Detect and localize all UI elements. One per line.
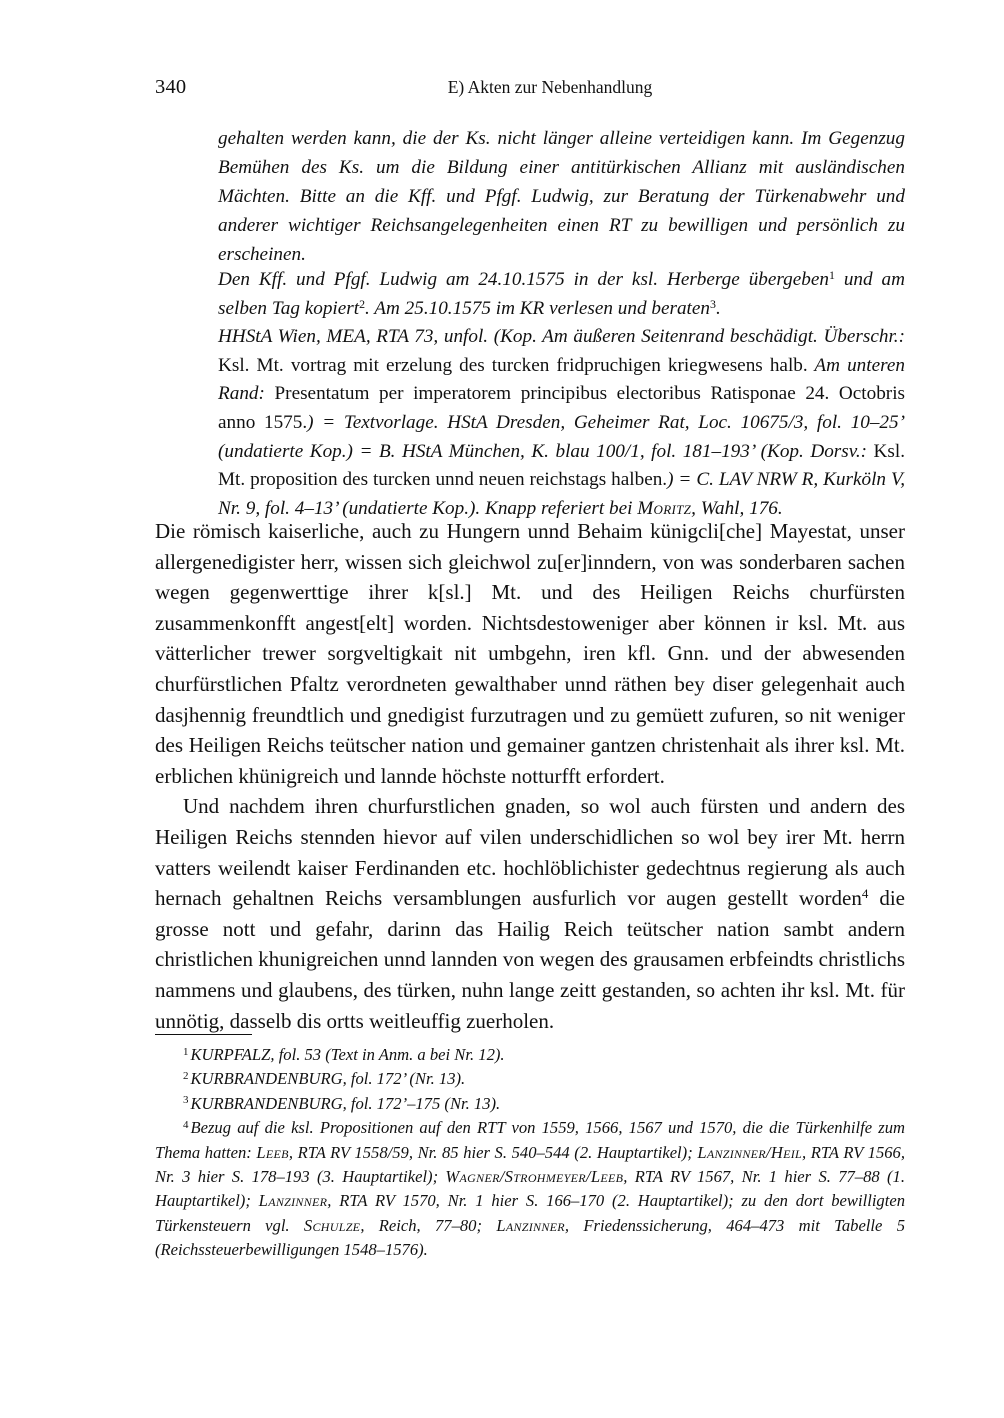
running-head-title: E) Akten zur Nebenhandlung <box>447 77 653 97</box>
footnote-4-author-6: Lanzinner <box>496 1215 565 1235</box>
regest-paragraph <box>218 124 905 269</box>
footnote-1 <box>155 1043 905 1067</box>
prov-heading-a: Ksl. Mt. vortrag mit erzelung des turcken fridpruchigen kriegwesens halb. <box>218 354 808 376</box>
footnote-4-number[interactable]: 4 <box>183 1118 189 1131</box>
paragraph-1 <box>155 516 905 791</box>
main-text <box>155 516 905 1036</box>
footnote-3-number[interactable]: 3 <box>183 1094 189 1107</box>
provenance-archives-line <box>218 323 905 523</box>
prov-line1-c: . Am 25.10.1575 im KR verlesen und beraten <box>365 297 710 319</box>
paragraph-2 <box>155 791 905 1036</box>
footnote-4-author-1: Leeb <box>256 1142 289 1162</box>
page-number: 340 <box>155 76 187 98</box>
footnote-4-text-4: , RTA RV 1567, Nr. 1 hier S. 77–88 (1. Hauptartikel); <box>155 1167 905 1211</box>
footnote-4-author-4: Lanzinner <box>258 1191 328 1211</box>
regest-text: gehalten werden kann, die der Ks. nicht länger alleine verteidigen kann. Im Gegenzug Bemühen des Ks. um die Bildung einer antitürkischen Allianz mit ausländischen Mächten. Bitte an die Kff. und Pfgf. Ludwig, zur Beratung der Türkenabwehr und anderer wichtiger Reichsangelegenheiten einen RT zu bewilligen und persönlich zu erscheinen. <box>218 128 905 266</box>
footnote-1-number[interactable]: 1 <box>183 1045 189 1058</box>
paragraph-2-text-b: die grosse nott und gefahr, darinn das Hailig Reich teütscher nation sambt andern christlichen khunigreichen unnd lannden von wegen des grausamen erbfeindts christlichs nammens und glaubens, des türken, nuhn lange zeitt gestanden, so achten ihr ksl. Mt. für unnötig, dasselb dis ortts weitleuffig zuerholen. <box>155 886 905 1033</box>
prov-line1-b: und am selben Tag kopiert <box>218 269 905 319</box>
footnote-4 <box>155 1116 905 1262</box>
prov-archive-d: ) = C. LAV NRW R, Kurköln V, Nr. 9, fol. 4–13’ (undatierte Kop.). Knapp referiert bei <box>218 469 905 519</box>
paragraph-1-text: Die römisch kaiserliche, auch zu Hungern unnd Behaim künigcli[che] Mayestat, unser allergenedigister herr, wissen sich gleichwol zu[er]inndern, von was sonderbaren sachen wegen gegenwerttige ihrer k[sl.] Mt. und des Heiligen Reichs churfürsten zusammenkonfft angest[elt] worden. Nichtsdestoweniger aber können ir ksl. Mt. aus vätterlicher trewer sorgveltigkait nit umbgehn, iren kfl. Gnn. und der abwesenden churfürstlichen Pfaltz verordneten gewalthaber unnd räthen bey diser gelegenhait auch dasjhennig freundtlich und gnedigist furzutragen und zu gemüett zufuren, so nit weniger des Heiligen Reichs teütscher nation und gemainer gantzen christenhait als ihrer ksl. Mt. erblichen khünigreich und lannde höchste notturfft erfordert. <box>155 519 905 788</box>
footnote-3-text: , fol. 172’–175 (Nr. 13). <box>342 1093 501 1113</box>
footnote-4-text-5: , RTA RV 1570, Nr. 1 hier S. 166–170 (2. Hauptartikel); zu den dort bewilligten Türkensteuern vgl. <box>155 1191 905 1235</box>
prov-line1-a: Den Kff. und Pfgf. Ludwig am 24.10.1575 in der ksl. Herberge übergeben <box>218 269 829 290</box>
footnote-1-source: KURPFALZ <box>190 1045 271 1064</box>
footnote-4-author-2: Lanzinner/Heil <box>697 1142 803 1162</box>
footnote-1-text: , fol. 53 (Text in Anm. a bei Nr. 12). <box>270 1045 505 1064</box>
footnote-ref-4[interactable]: 4 <box>861 886 869 902</box>
prov-heading-c: Ksl. Mt. proposition des turcken unnd neuen reichstags halben. <box>218 440 905 491</box>
footnote-2-text: , fol. 172’ (Nr. 13). <box>342 1069 466 1089</box>
prov-archive-c: ) = Textvorlage. HStA Dresden, Geheimer Rat, Loc. 10675/3, fol. 10–25’ (undatierte Kop.) = B. HStA München, K. blau 100/1, fol. 181–193’ (Kop. Dorsv.: <box>218 411 905 462</box>
running-head <box>155 74 905 100</box>
prov-heading-b: Presentatum per imperatorem principibus electoribus Ratisponae 24. Octobris anno 1575. <box>218 383 905 433</box>
footnote-list <box>155 1043 905 1263</box>
footnote-4-author-5: Schulze <box>303 1215 361 1235</box>
footnote-2 <box>155 1067 905 1091</box>
footnote-ref-2[interactable]: 2 <box>359 296 366 311</box>
provenance-block <box>218 266 905 523</box>
prov-archive-a: HHStA Wien, MEA, RTA 73, unfol. (Kop. Am äußeren Seitenrand beschädigt. Überschr.: <box>218 326 905 348</box>
prov-line1-d: . <box>715 297 721 319</box>
footnote-4-text-7: , Friedenssicherung, 464–473 mit Tabelle 5 (Reichssteuerbewilligungen 1548–1576). <box>155 1215 905 1260</box>
footnote-2-number[interactable]: 2 <box>183 1069 189 1082</box>
footnote-separator-rule <box>155 1034 252 1035</box>
footnote-4-text-1: Bezug auf die ksl. Propositionen auf den RTT von 1559, 1566, 1567 und 1570, die die Türkenhilfe zum Thema hatten: <box>155 1118 905 1162</box>
footnote-2-source: KURBRANDENBURG <box>190 1069 343 1089</box>
prov-author-name: Moritz <box>637 497 692 519</box>
footnote-4-author-3: Wagner/Strohmeyer/Leeb <box>445 1167 624 1187</box>
prov-archive-b: Am unteren Rand: <box>218 354 905 405</box>
footnote-ref-3[interactable]: 3 <box>710 296 716 311</box>
provenance-transmission-line <box>218 266 905 323</box>
footnote-4-text-2: , RTA RV 1558/59, Nr. 85 hier S. 540–544 (2. Hauptartikel); <box>288 1142 698 1162</box>
footnote-3-source: KURBRANDENBURG <box>190 1093 343 1113</box>
footnote-ref-1[interactable]: 1 <box>828 267 835 282</box>
footnote-4-text-6: , Reich, 77–80; <box>360 1215 497 1235</box>
footnote-4-text-3: , RTA RV 1566, Nr. 3 hier S. 178–193 (3. Hauptartikel); <box>155 1142 905 1187</box>
prov-archive-e: , Wahl, 176. <box>691 497 783 519</box>
footnote-3 <box>155 1092 905 1116</box>
paragraph-2-text-a: Und nachdem ihren churfurstlichen gnaden, so wol auch fürsten und andern des Heiligen Reichs stennden hievor auf vilen underschidlichen so wol bey irer Mt. herrn vatters weilendt kaiser Ferdinanden etc. hochlöblichister gedechtnus regierung als auch hernach gehaltnen Reichs versamblungen ausfurlich vor augen gestellt worden <box>155 794 905 911</box>
